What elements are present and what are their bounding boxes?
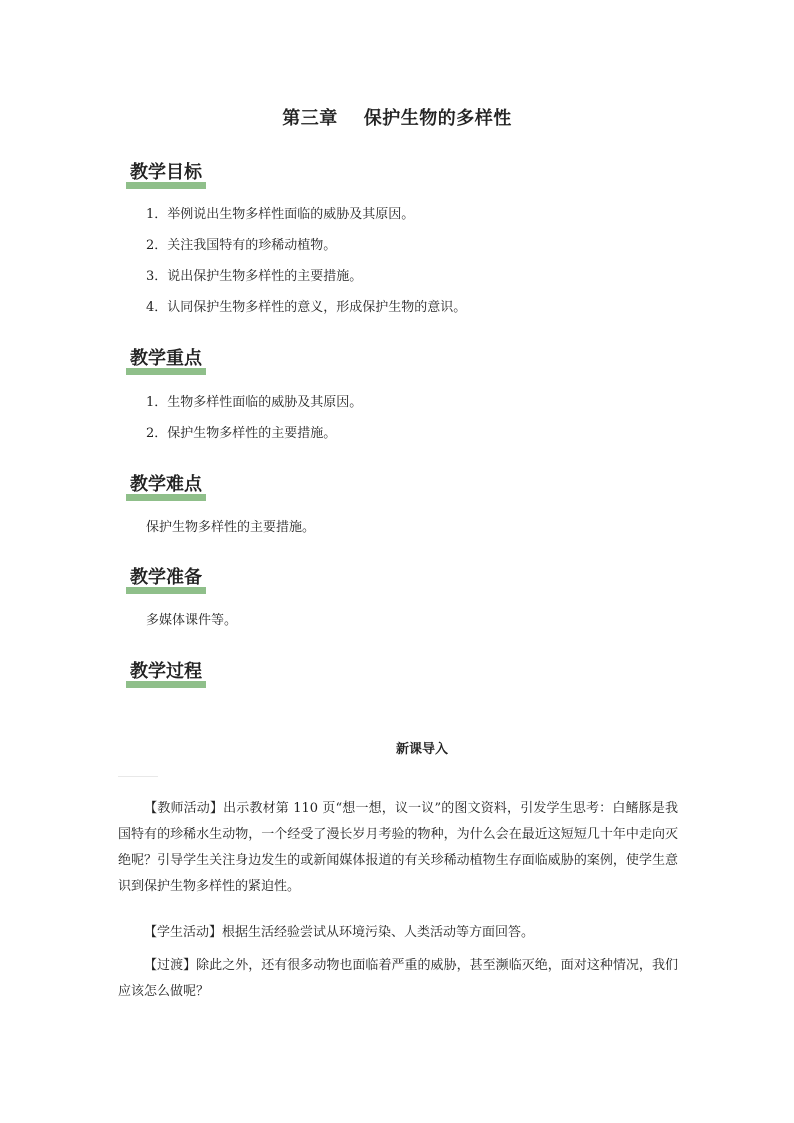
list-item: 2．保护生物多样性的主要措施。 (146, 426, 337, 441)
chapter-label: 第三章 (282, 108, 338, 129)
divider (118, 776, 158, 777)
list-item: 4．认同保护生物多样性的意义，形成保护生物的意识。 (146, 300, 467, 315)
section-heading-keypoints: 教学重点 (126, 346, 206, 376)
preparation-text: 多媒体课件等。 (146, 613, 238, 628)
chapter-title: 保护生物的多样性 (363, 108, 512, 129)
paragraph-transition: 【过渡】除此之外，还有很多动物也面临着严重的威胁，甚至濒临灭绝，面对这种情况，我们应该怎么做呢？ (118, 958, 678, 999)
section-heading-goals: 教学目标 (126, 160, 206, 190)
list-item: 2．关注我国特有的珍稀动植物。 (146, 238, 337, 253)
page-title (0, 104, 794, 130)
subheading-new-lesson: 新课导入 (395, 742, 448, 757)
section-heading-difficulties: 教学难点 (126, 472, 206, 502)
list-item: 1．生物多样性面临的威胁及其原因。 (146, 395, 363, 410)
difficulties-text: 保护生物多样性的主要措施。 (146, 520, 316, 535)
list-item: 1．举例说出生物多样性面临的威胁及其原因。 (146, 207, 415, 222)
paragraph-teacher-activity: 【教师活动】出示教材第 110 页“想一想，议一议”的图文资料，引发学生思考：白鳍豚是我国特有的珍稀水生动物，一个经受了漫长岁月考验的物种，为什么会在最近这短短几十年中走向灭绝呢？引导学生关注身边发生的或新闻媒体报道的有关珍稀动植物生存面临威胁的案例，使学生意识到保护生物多样性的紧迫性。 (118, 801, 678, 894)
section-heading-process: 教学过程 (126, 659, 206, 689)
list-item: 3．说出保护生物多样性的主要措施。 (146, 269, 363, 284)
section-heading-preparation: 教学准备 (126, 565, 206, 595)
paragraph-student-activity: 【学生活动】根据生活经验尝试从环境污染、人类活动等方面回答。 (144, 925, 535, 940)
